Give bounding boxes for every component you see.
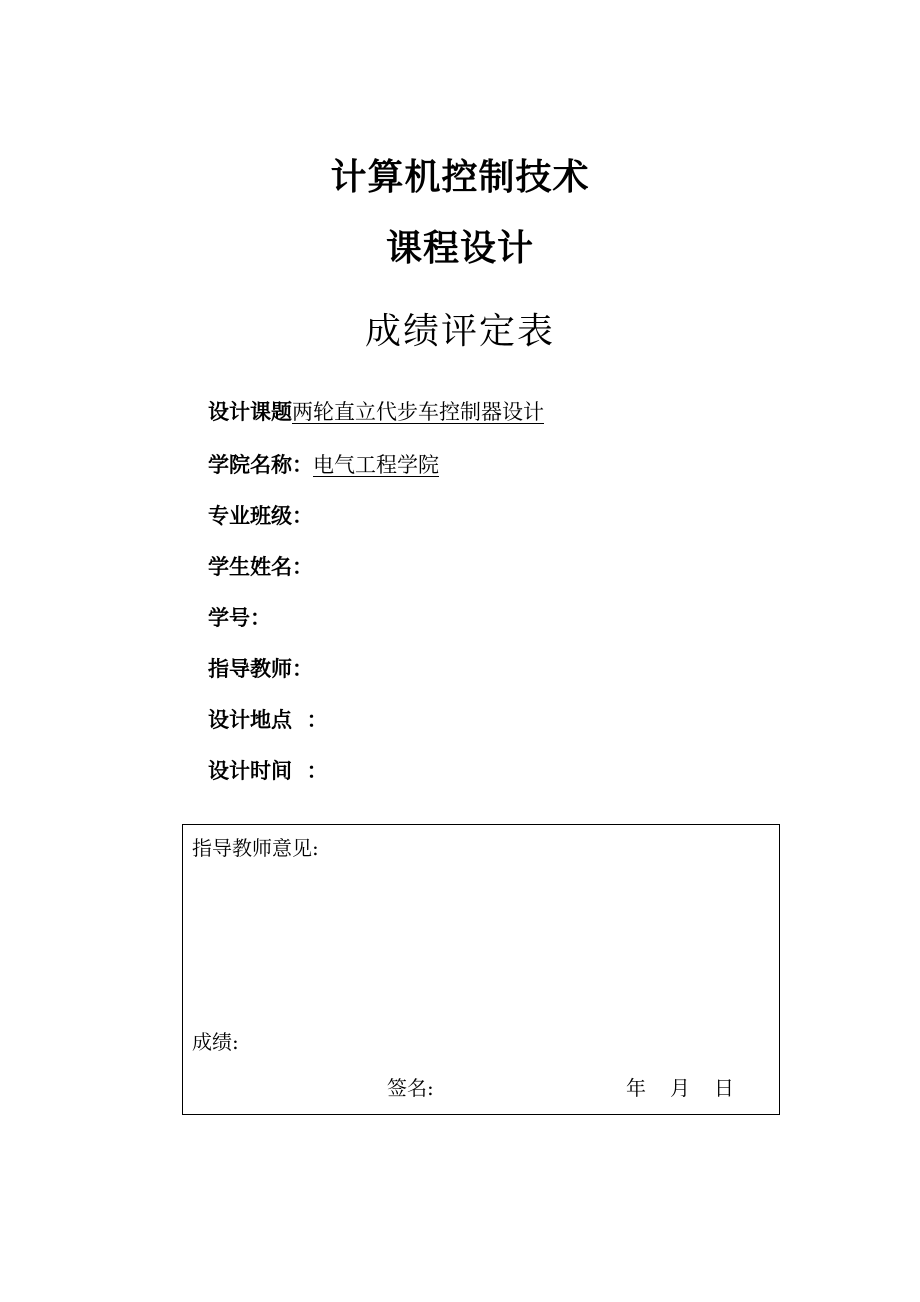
time-row (208, 756, 328, 786)
topic-row (208, 397, 544, 427)
course-subtitle: 课程设计 (385, 228, 534, 269)
day-label: 日 (714, 1076, 734, 1100)
major-row (208, 501, 313, 531)
evaluation-box (182, 824, 780, 1115)
form-title: 成绩评定表 (364, 311, 555, 352)
topic-value: 两轮直立代步车控制器设计 (292, 400, 544, 424)
advisor-row (208, 654, 313, 684)
college-value: 电气工程学院 (313, 453, 439, 477)
advisor-opinion-label: 指导教师意见: (192, 836, 319, 860)
student-id-row (208, 603, 271, 633)
college-row (208, 450, 439, 480)
advisor-label: 指导教师： (208, 657, 313, 681)
date-field (626, 1074, 734, 1102)
location-row (208, 705, 328, 735)
student-id-label: 学号： (208, 606, 271, 630)
student-name-label: 学生姓名： (208, 555, 313, 579)
course-title: 计算机控制技术 (330, 157, 590, 198)
signature-label: 签名: (387, 1076, 434, 1100)
year-label: 年 (626, 1076, 646, 1100)
month-label: 月 (670, 1076, 690, 1100)
location-label: 设计地点 ： (208, 708, 328, 732)
topic-label: 设计课题 (208, 400, 292, 424)
major-label: 专业班级： (208, 504, 313, 528)
college-label: 学院名称： (208, 453, 313, 477)
student-row (208, 552, 313, 582)
time-label: 设计时间 ： (208, 759, 328, 783)
score-label: 成绩: (192, 1030, 239, 1054)
